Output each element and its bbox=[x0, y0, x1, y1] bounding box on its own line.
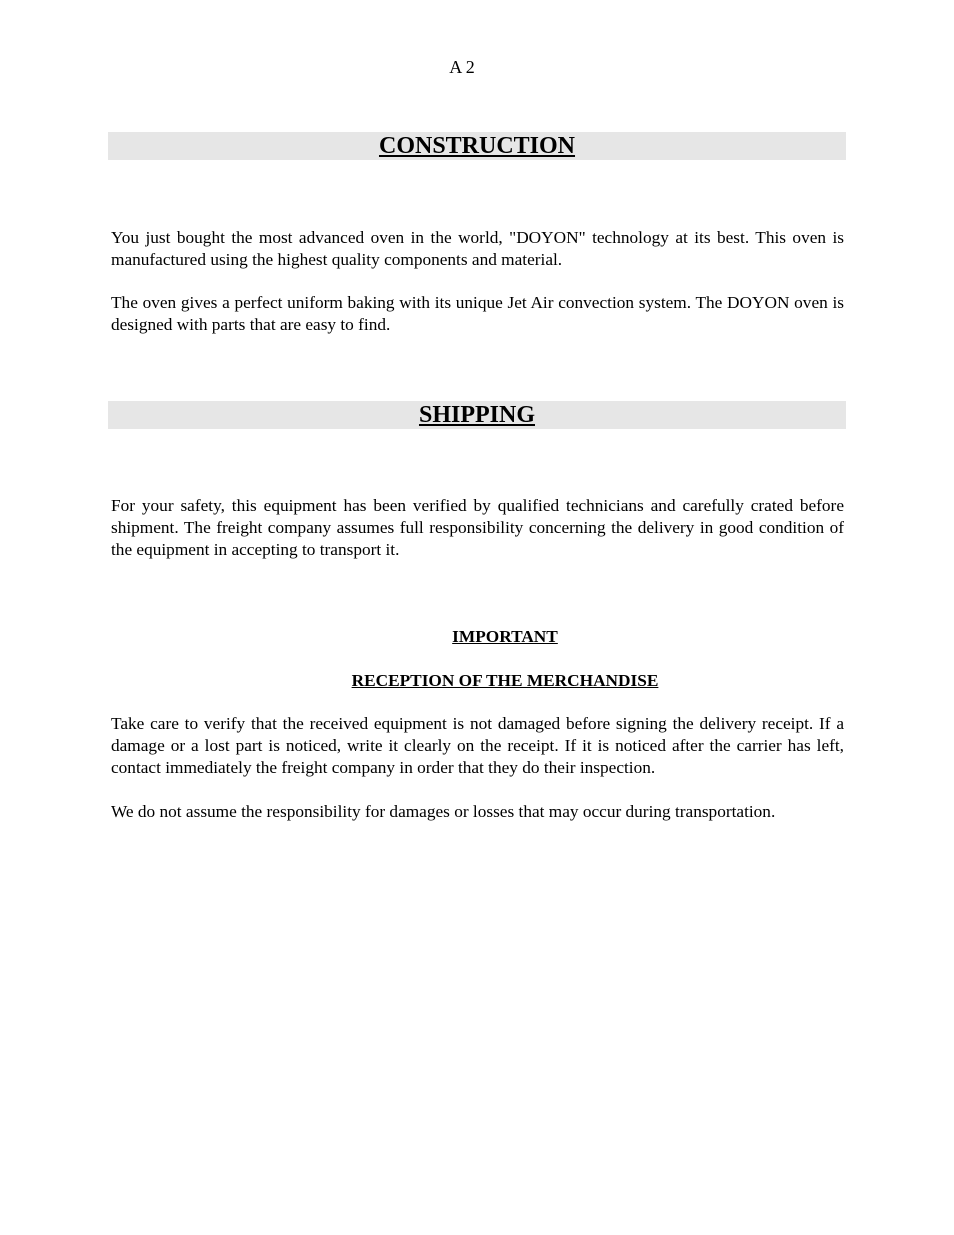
important-heading: IMPORTANT bbox=[452, 627, 558, 646]
construction-paragraph-1: You just bought the most advanced oven in the world, "DOYON" technology at its best. This oven is manufactured using the highest quality components and material. bbox=[111, 228, 844, 269]
shipping-paragraph: For your safety, this equipment has been verified by qualified technicians and carefully crated before shipment. The freight company assumes full responsibility concerning the delivery in good condition of the equipment in accepting to transport it. bbox=[111, 496, 844, 559]
shipping-title: SHIPPING bbox=[418, 402, 535, 428]
construction-title: CONSTRUCTION bbox=[378, 133, 576, 159]
reception-heading: RECEPTION OF THE MERCHANDISE bbox=[351, 671, 659, 690]
reception-paragraph-1: Take care to verify that the received equipment is not damaged before signing the delivery receipt. If a damage or a lost part is noticed, write it clearly on the receipt. If it is noticed after the carrier has left, contact immediately the freight company in order that they do their inspection. bbox=[111, 714, 844, 777]
reception-paragraph-2: We do not assume the responsibility for damages or losses that may occur during transportation. bbox=[111, 802, 776, 821]
construction-paragraph-2: The oven gives a perfect uniform baking with its unique Jet Air convection system. The DOYON oven is designed with parts that are easy to find. bbox=[111, 293, 844, 334]
page-number: A 2 bbox=[449, 57, 475, 77]
